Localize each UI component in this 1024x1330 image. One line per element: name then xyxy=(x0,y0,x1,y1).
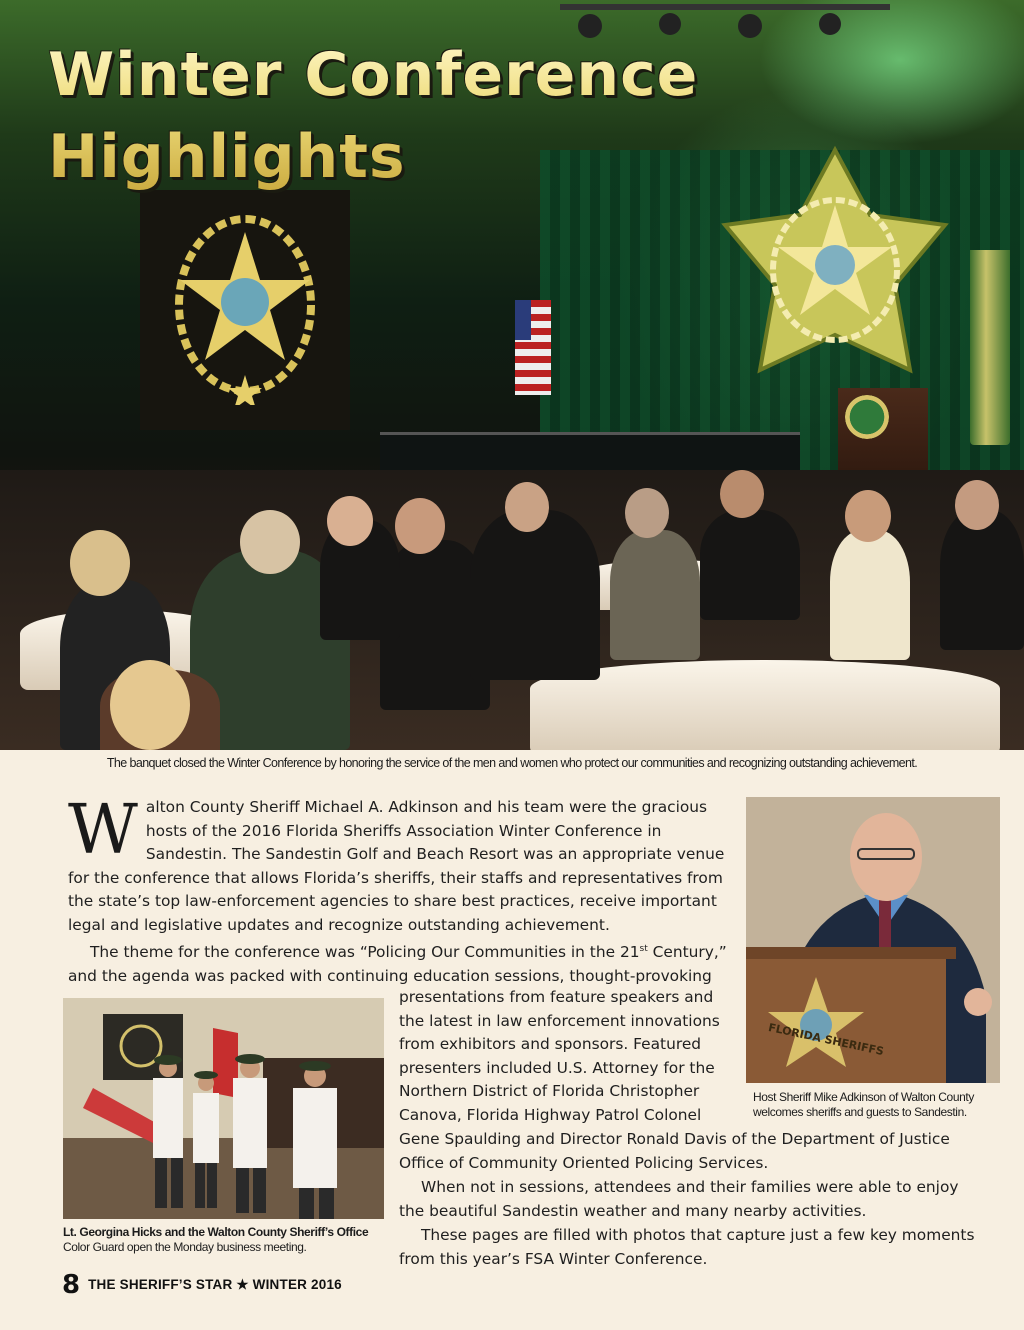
sheriff-caption: Host Sheriff Mike Adkinson of Walton County welcomes sheriffs and guests to Sandestin. xyxy=(753,1090,974,1119)
badge-banner-icon xyxy=(720,145,950,415)
article-paragraph-4: Gene Spaulding and Director Ronald Davis of the Department of Justice Office of Community Oriented Policing Services. xyxy=(399,1130,950,1172)
article-paragraph-3: presentations from feature speakers and the latest in law enforcement innovations from exhibitors and sponsors. Featured presenters included U.S. Attorney for the Northern District of Florida Christopher Canova, Florida Highway Patrol Colonel xyxy=(399,988,720,1124)
seal-icon xyxy=(845,395,889,439)
page-number: 8 xyxy=(62,1270,81,1300)
paragraph-2-text-a: The theme for the conference was “Policing Our Communities in the 21 xyxy=(90,943,640,962)
sheriff-photo xyxy=(746,797,1000,1083)
caption-rest: Color Guard open the Monday business meeting. xyxy=(63,1240,307,1254)
paragraph-2-text-b: Century,” and the agenda was packed with continuing education sessions, thought-provoking xyxy=(68,943,727,985)
article-paragraph-1 xyxy=(68,791,728,937)
drop-cap: W xyxy=(68,791,138,870)
article-paragraph-6: These pages are filled with photos that capture just a few key moments from this year’s FSA Winter Conference. xyxy=(399,1226,975,1268)
publication-title: THE SHERIFF’S STAR ★ WINTER 2016 xyxy=(88,1277,342,1292)
article-paragraph-5: When not in sessions, attendees and their families were able to enjoy the beautiful Sandestin weather and many nearby activities. xyxy=(399,1178,959,1220)
color-guard-photo xyxy=(63,998,384,1219)
hero-caption: The banquet closed the Winter Conference by honoring the service of the men and women who protect our communities and recognizing outstanding achievement. xyxy=(106,756,918,770)
page-footer xyxy=(62,1270,342,1300)
caption-bold: Lt. Georgina Hicks and the Walton County Sheriff’s Office xyxy=(63,1225,369,1239)
us-flag xyxy=(515,300,551,395)
sheriff-star-icon xyxy=(168,210,323,405)
banquet-crowd xyxy=(0,470,1024,750)
podium-seal-text: FLORIDA SHERIFFS xyxy=(767,1020,885,1059)
article-paragraph-2 xyxy=(68,938,728,988)
color-guard-caption xyxy=(63,1225,393,1255)
ordinal-suffix: st xyxy=(639,944,648,954)
paragraph-1-text: alton County Sheriff Michael A. Adkinson and his team were the gracious hosts of the 2016 Florida Sheriffs Association Winter Conference in Sandestin. The Sandestin Golf and Beach Resort was an appropriate venue for the conference that allows Florida’s sheriffs, their staffs and representatives from the state’s top law-enforcement agencies to share best practices, receive important legal and legislative updates and recognize outstanding achievement. xyxy=(68,798,725,934)
florida-flag xyxy=(970,250,1010,445)
page-title: Winter Conference Highlights xyxy=(48,34,698,198)
